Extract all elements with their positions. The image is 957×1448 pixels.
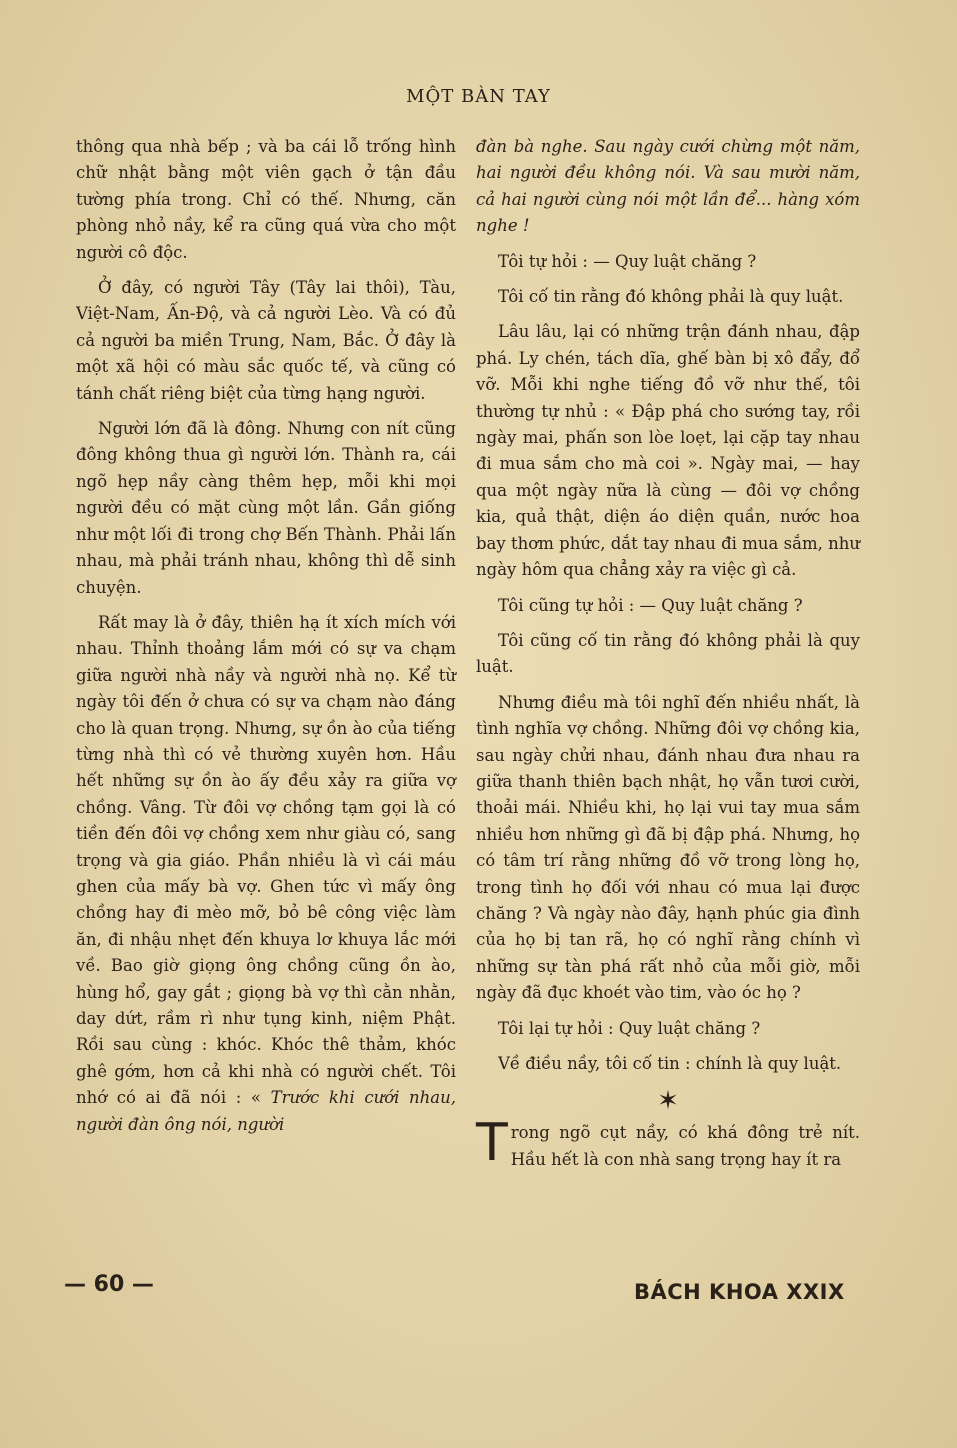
paragraph-with-quote: [76, 610, 456, 1138]
magazine-title: BÁCH KHOA XXIX: [634, 1280, 845, 1304]
paragraph-text: Rất may là ở đây, thiên hạ ít xích mích với nhau. Thỉnh thoảng lắm mới có sự va chạm giữa người nhà nầy và người nhà nọ. Kể từ ngày tôi đến ở chưa có sự va chạm nào đáng cho là quan trọng. Nhưng, sự ồn ào của tiếng từng nhà thì có vẻ thường xuyên hơn. Hầu hết những sự ồn ào ấy đều xảy ra giữa vợ chồng. Vâng. Từ đôi vợ chồng tạm gọi là có tiền đến đôi vợ chồng xem như giàu có, sang trọng và gia giáo. Phần nhiều là vì cái máu ghen của mấy bà vợ. Ghen tức vì mấy ông chồng hay đi mèo mỡ, bỏ bê công việc làm ăn, đi nhậu nhẹt đến khuya lơ khuya lắc mới về. Bao giờ giọng ông chồng cũng ồn ào, hùng hổ, gay gắt ; giọng bà vợ thì cằn nhằn, day dứt, rầm rì như tụng kinh, niệm Phật. Rồi sau cùng : khóc. Khóc thê thảm, khóc ghê gớm, hơn cả khi nhà có người chết. Tôi nhớ có ai đã nói : «: [76, 612, 456, 1108]
page-number: — 60 —: [64, 1272, 154, 1297]
paragraph: Tôi lại tự hỏi : Quy luật chăng ?: [498, 1018, 761, 1038]
quote-continuation: đàn bà nghe. Sau ngày cưới chừng một năm, hai người đều không nói. Và sau mười năm, cả hai người cùng nói một lần để... hàng xóm nghe !: [476, 137, 860, 236]
paragraph: Tôi tự hỏi : — Quy luật chăng ?: [498, 251, 757, 271]
running-title: MỘT BÀN TAY: [406, 86, 551, 107]
left-column: [76, 134, 456, 1147]
section-separator-icon: ✶: [657, 1086, 679, 1117]
paragraph: Tôi cũng cố tin rằng đó không phải là quy luật.: [476, 630, 860, 677]
paragraph: Lâu lâu, lại có những trận đánh nhau, đập phá. Ly chén, tách dĩa, ghế bàn bị xô đẩy, đổ vỡ. Mỗi khi nghe tiếng đồ vỡ như thế, tôi thường tự nhủ : « Đập phá cho sướng tay, rồi ngày mai, phấn son lòe loẹt, lại cặp tay nhau đi mua sắm cho mà coi ». Ngày mai, — hay qua một ngày nữa là cùng — đôi vợ chồng kia, quả thật, diện áo diện quần, nước hoa bay thơm phức, dắt tay nhau đi mua sắm, như ngày hôm qua chẳng xảy ra việc gì cả.: [476, 322, 860, 580]
paragraph: Người lớn đã là đông. Nhưng con nít cũng đông không thua gì người lớn. Thành ra, cái ngõ hẹp nầy càng thêm hẹp, mỗi khi mọi người đều có mặt cùng một lần. Gần giống như một lối đi trong chợ Bến Thành. Phải lấn nhau, mà phải tránh nhau, không thì dễ sinh chuyện.: [76, 419, 456, 597]
quote-italic: Trước khi cưới nhau, người đàn ông nói, người: [76, 1088, 457, 1134]
paragraph: Ở đây, có người Tây (Tây lai thôi), Tàu, Việt-Nam, Ấn-Độ, và cả người Lèo. Và có đủ cả người ba miền Trung, Nam, Bắc. Ở đây là một xã hội có màu sắc quốc tế, và cũng có tánh chất riêng biệt của từng hạng người.: [76, 278, 456, 403]
dropcap-paragraph: [476, 1113, 860, 1174]
paragraph: Về điều nầy, tôi cố tin : chính là quy luật.: [498, 1054, 842, 1073]
paragraph: thông qua nhà bếp ; và ba cái lỗ trống hình chữ nhật bằng một viên gạch ở tận đầu tường phía trong. Chỉ có thế. Nhưng, căn phòng nhỏ nầy, kể ra cũng quá vừa cho một người cô độc.: [76, 137, 456, 262]
paragraph-text: rong ngõ cụt nầy, có khá đông trẻ nít. Hầu hết là con nhà sang trọng hay ít ra: [510, 1123, 860, 1169]
paragraph: Nhưng điều mà tôi nghĩ đến nhiều nhất, là tình nghĩa vợ chồng. Những đôi vợ chồng kia, sau ngày chửi nhau, đánh nhau đưa nhau ra giữa thanh thiên bạch nhật, họ vẫn tươi cười, thoải mái. Nhiều khi, họ lại vui tay mua sắm nhiều hơn những gì đã bị đập phá. Nhưng, họ có tâm trí rằng những đồ vỡ trong lòng họ, trong tình họ đối với nhau có mua lại được chăng ? Và ngày nào đây, hạnh phúc gia đình của họ bị tan rã, họ có nghĩ rằng chính vì những sự tàn phá rất nhỏ của mỗi giờ, mỗi ngày đã đục khoét vào tim, vào óc họ ?: [476, 692, 860, 1003]
paragraph: Tôi cố tin rằng đó không phải là quy luật.: [498, 287, 844, 307]
drop-cap: T: [476, 1113, 508, 1174]
paragraph: Tôi cũng tự hỏi : — Quy luật chăng ?: [498, 595, 803, 615]
right-column: [476, 134, 860, 1173]
